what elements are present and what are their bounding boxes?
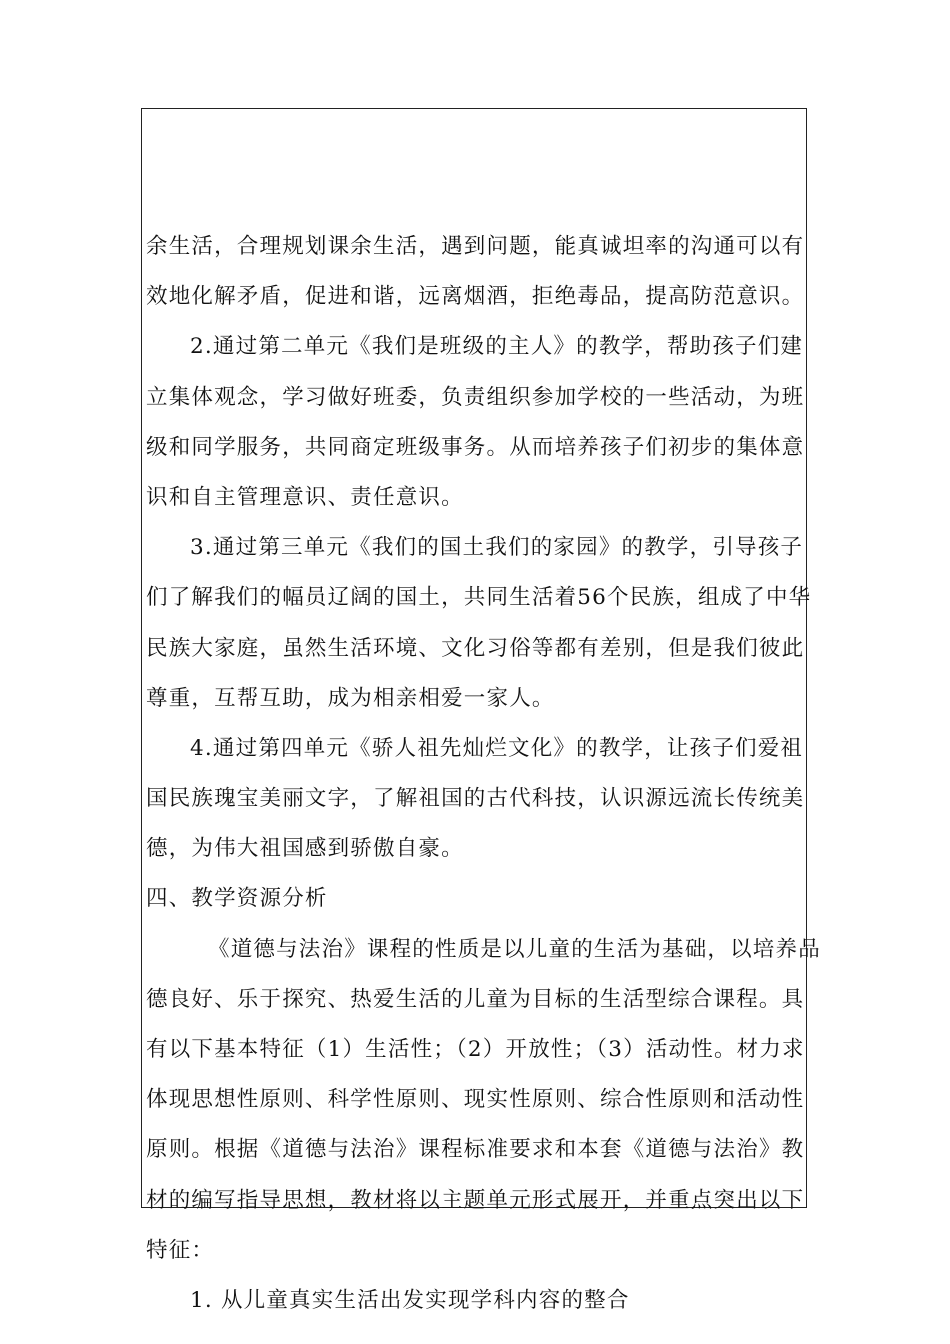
text-line: 材的编写指导思想，教材将以主题单元形式展开，并重点突出以下 [146,1187,805,1213]
text-line: 特征： [146,1237,215,1263]
text-line: 余生活，合理规划课余生活，遇到问题，能真诚坦率的沟通可以有 [146,234,805,259]
text-line: 有以下基本特征（1）生活性；（2）开放性；（3）活动性。材力求 [146,1037,805,1062]
text-line: 德良好、乐于探究、热爱生活的儿童为目标的生活型综合课程。具 [146,986,805,1012]
text-line: 4.通过第四单元《骄人祖先灿烂文化》的教学，让孩子们爱祖 [190,735,804,761]
text-line: 德，为伟大祖国感到骄傲自豪。 [146,836,464,862]
text-line: 3.通过第三单元《我们的国土我们的家园》的教学，引导孩子 [190,535,804,561]
document-body [142,222,821,1326]
text-line: 尊重，互帮互助，成为相亲相爱一家人。 [146,685,555,711]
text-line: 体现思想性原则、科学性原则、现实性原则、综合性原则和活动性 [146,1087,805,1113]
text-line: 立集体观念，学习做好班委，负责组织参加学校的一些活动，为班 [146,384,805,410]
text-line: 民族大家庭，虽然生活环境、文化习俗等都有差别，但是我们彼此 [146,635,805,661]
text-line: 原则。根据《道德与法治》课程标准要求和本套《道德与法治》教 [146,1137,805,1163]
text-line: 《道德与法治》课程的性质是以儿童的生活为基础，以培养品 [208,936,821,962]
text-line: 2.通过第二单元《我们是班级的主人》的教学，帮助孩子们建 [190,334,804,360]
text-line: 们了解我们的幅员辽阔的国土，共同生活着56个民族，组成了中华 [146,585,812,611]
text-line: 级和同学服务，共同商定班级事务。从而培养孩子们初步的集体意 [146,434,805,460]
text-line: 效地化解矛盾，促进和谐，远离烟酒，拒绝毒品，提高防范意识。 [146,284,805,310]
document-frame [141,108,821,1313]
text-line: 国民族瑰宝美丽文字，了解祖国的古代科技，认识源远流长传统美 [146,786,805,812]
list-item: 1. 从儿童真实生活出发实现学科内容的整合 [190,1287,630,1313]
section-heading: 四、教学资源分析 [146,886,328,912]
text-line: 识和自主管理意识、责任意识。 [146,484,464,510]
